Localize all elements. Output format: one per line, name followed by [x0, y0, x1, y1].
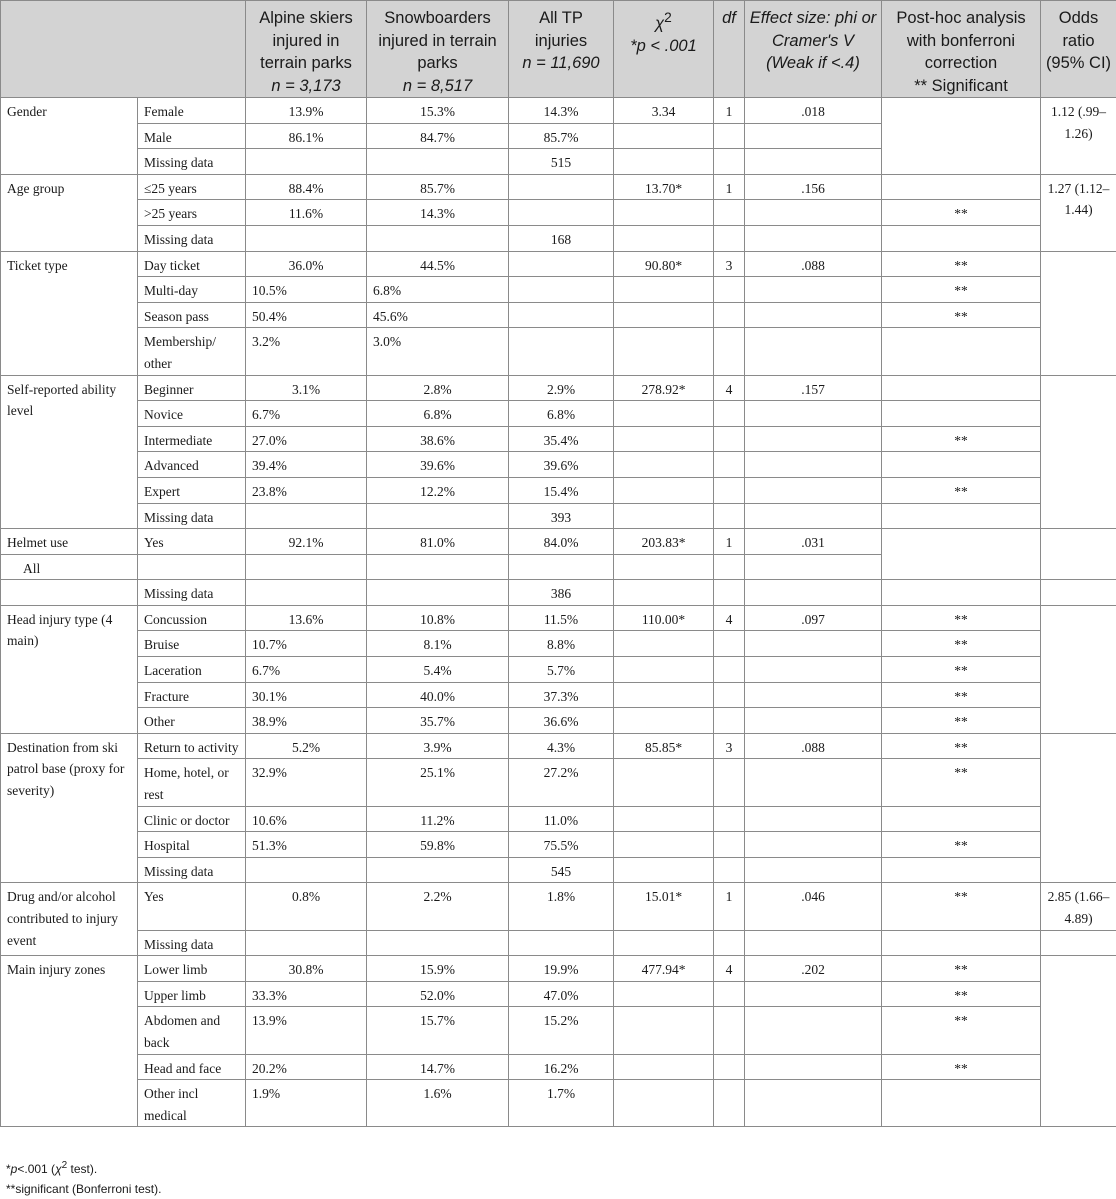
table-row: Drug and/or alcohol contributed to injury event Yes 0.8% 2.2% 1.8% 15.01* 1 .046 ** 2.85 (1.66–4.89): [1, 883, 1116, 930]
table-row: Abdomen and back 13.9% 15.7% 15.2% **: [1, 1007, 1116, 1054]
table-row: Expert 23.8% 12.2% 15.4% **: [1, 477, 1116, 503]
header-effect: Effect size: phi or Cramer's V (Weak if <.4): [745, 1, 882, 98]
odds-ratio: [1041, 375, 1116, 529]
group-label: Helmet use: [1, 529, 138, 555]
table-row: Membership/ other 3.2% 3.0%: [1, 328, 1116, 375]
group-label: Main injury zones: [1, 956, 138, 1127]
table-row: Other 38.9% 35.7% 36.6% **: [1, 708, 1116, 734]
table-row: Home, hotel, or rest 32.9% 25.1% 27.2% **: [1, 759, 1116, 806]
table-row: Upper limb 33.3% 52.0% 47.0% **: [1, 981, 1116, 1007]
group-label: Gender: [1, 98, 138, 175]
table-row: Hospital 51.3% 59.8% 75.5% **: [1, 832, 1116, 858]
table-row: Multi-day 10.5% 6.8% **: [1, 277, 1116, 303]
odds-ratio: [1041, 733, 1116, 883]
table-row: Missing data: [1, 930, 1116, 956]
odds-ratio: 1.27 (1.12–1.44): [1041, 174, 1116, 251]
table-row: Intermediate 27.0% 38.6% 35.4% **: [1, 426, 1116, 452]
table-row: Advanced 39.4% 39.6% 39.6%: [1, 452, 1116, 478]
table-row: Clinic or doctor 10.6% 11.2% 11.0%: [1, 806, 1116, 832]
header-alpine: Alpine skiers injured in terrain parks n = 3,173: [246, 1, 367, 98]
table-row: Missing data 168: [1, 225, 1116, 251]
header-odds: Odds ratio (95% CI): [1041, 1, 1116, 98]
table-row: >25 years 11.6% 14.3% **: [1, 200, 1116, 226]
table-row: Self-reported ability level Beginner 3.1% 2.8% 2.9% 278.92* 4 .157: [1, 375, 1116, 401]
table-row: Missing data 393: [1, 503, 1116, 529]
table-row: Fracture 30.1% 40.0% 37.3% **: [1, 682, 1116, 708]
table-row: Novice 6.7% 6.8% 6.8%: [1, 401, 1116, 427]
table-row: Ticket type Day ticket 36.0% 44.5% 90.80* 3 .088 **: [1, 251, 1116, 277]
header-row: [1, 1, 1116, 98]
footnote-p: *p<.001 ($\chi^2$ test).: [6, 1160, 98, 1176]
odds-ratio: [1041, 251, 1116, 375]
header-chi: $\chi^2$ *p < .001: [614, 1, 714, 98]
footnote-significant: **significant (Bonferroni test).: [6, 1182, 162, 1196]
group-label: Head injury type (4 main): [1, 605, 138, 733]
table-row: Laceration 6.7% 5.4% 5.7% **: [1, 657, 1116, 683]
table-row: Missing data 545: [1, 857, 1116, 883]
odds-ratio: 1.12 (.99–1.26): [1041, 98, 1116, 175]
group-label: Ticket type: [1, 251, 138, 375]
header-posthoc: Post-hoc analysis with bonferroni correction ** Significant: [882, 1, 1041, 98]
header-all: All TP injuries n = 11,690: [509, 1, 614, 98]
table-row: Other incl medical 1.9% 1.6% 1.7%: [1, 1080, 1116, 1127]
group-label: Self-reported ability level: [1, 375, 138, 529]
odds-ratio: [1041, 605, 1116, 733]
header-blank: [1, 1, 246, 98]
odds-ratio: [1041, 956, 1116, 1127]
group-label: Age group: [1, 174, 138, 251]
group-label: Drug and/or alcohol contributed to injury event: [1, 883, 138, 956]
group-sublabel: All: [1, 554, 138, 580]
group-label: Destination from ski patrol base (proxy for severity): [1, 733, 138, 883]
table-row: Missing data 515: [1, 149, 1116, 175]
table-row: Head and face 20.2% 14.7% 16.2% **: [1, 1054, 1116, 1080]
table-row: Male 86.1% 84.7% 85.7%: [1, 123, 1116, 149]
table-row: Season pass 50.4% 45.6% **: [1, 302, 1116, 328]
header-df: df: [714, 1, 745, 98]
table-row: Bruise 10.7% 8.1% 8.8% **: [1, 631, 1116, 657]
table-row: Main injury zones Lower limb 30.8% 15.9% 19.9% 477.94* 4 .202 **: [1, 956, 1116, 982]
header-snowboarders: Snowboarders injured in terrain parks n = 8,517: [367, 1, 509, 98]
odds-ratio: 2.85 (1.66–4.89): [1041, 883, 1116, 930]
table-row: Age group ≤25 years 88.4% 85.7% 13.70* 1 .156 1.27 (1.12–1.44): [1, 174, 1116, 200]
table-row: Gender Female 13.9% 15.3% 14.3% 3.34 1 .018 1.12 (.99–1.26): [1, 98, 1116, 124]
table-row: Missing data 386: [1, 580, 1116, 606]
table-row: Destination from ski patrol base (proxy for severity) Return to activity 5.2% 3.9% 4.3% 85.85* 3 .088 **: [1, 733, 1116, 759]
table-row: Helmet use Yes 92.1% 81.0% 84.0% 203.83* 1 .031: [1, 529, 1116, 555]
table-row: Head injury type (4 main) Concussion 13.6% 10.8% 11.5% 110.00* 4 .097 **: [1, 605, 1116, 631]
